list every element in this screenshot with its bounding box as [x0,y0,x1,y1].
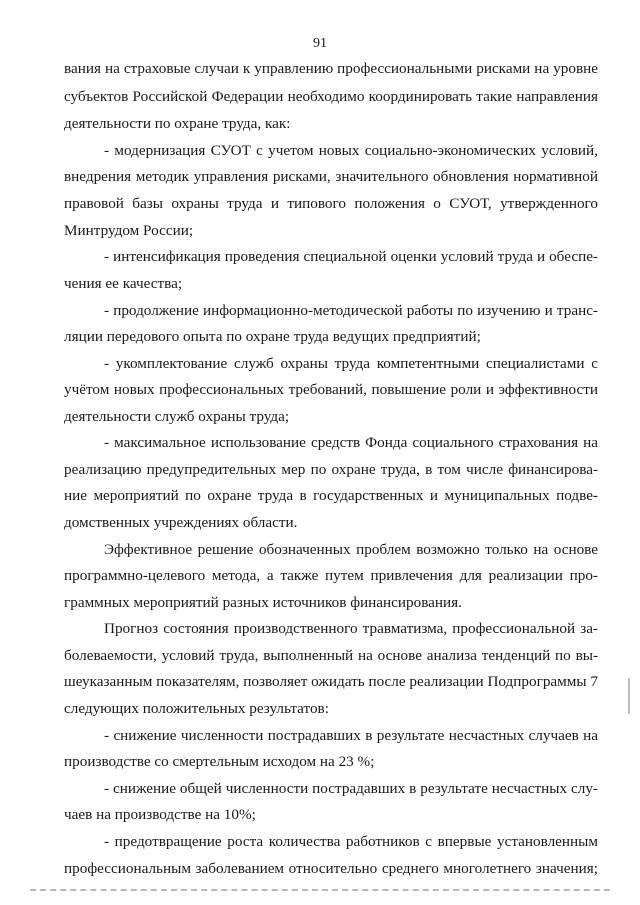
text-line: правовой базы охраны труда и типового положения о СУОТ, утвержденного [64,195,598,212]
text-line: шеуказанным показателям, позволяет ожидать после реализации Подпрограммы 7 [64,673,598,690]
text-line: Эффективное решение обозначенных проблем возможно только на основе [104,541,598,558]
text-line: внедрения методик управления рисками, значительного обновления нормативной [64,168,598,185]
text-line: - предотвращение роста количества работников с впервые установленным [104,833,598,850]
text-line: деятельности служб охраны труда; [64,408,290,425]
text-line: - продолжение информационно-методической работы по изучению и транс- [104,302,598,319]
text-line: - снижение общей численности пострадавших в результате несчастных слу- [104,780,598,797]
text-line: следующих положительных результатов: [64,700,329,717]
text-line: производстве со смертельным исходом на 23 %; [64,753,375,770]
text-line: чения ее качества; [64,275,183,292]
text-line: болеваемости, условий труда, выполненный на основе анализа тенденций по вы- [64,647,598,664]
text-line: - снижение численности пострадавших в результате несчастных случаев на [104,727,598,744]
scan-margin-mark [628,678,630,714]
text-line: Минтрудом России; [64,222,194,239]
text-line: - модернизация СУОТ с учетом новых социально-экономических условий, [104,142,598,159]
page-number: 91 [313,36,327,51]
text-line: - максимальное использование средств Фонда социального страхования на [104,434,598,451]
text-line: домственных учреждениях области. [64,514,298,531]
text-line: учётом новых профессиональных требований, повышение роли и эффективности [64,381,598,398]
text-line: ние мероприятий по охране труда в государственных и муниципальных подве- [64,487,598,504]
text-line: граммных мероприятий разных источников финансирования. [64,594,462,611]
text-line: вания на страховые случаи к управлению профессиональными рисками на уровне [64,60,598,77]
text-line: чаев на производстве на 10%; [64,806,256,823]
text-line: Прогноз состояния производственного травматизма, профессиональной за- [104,620,598,637]
text-line: профессиональным заболеванием относительно среднего многолетнего значения; [64,860,598,877]
text-line: - интенсификация проведения специальной оценки условий труда и обеспе- [104,248,598,265]
text-line: субъектов Российской Федерации необходимо координировать такие направления [64,88,598,105]
text-line: деятельности по охране труда, как: [64,115,291,132]
text-line: - укомплектование служб охраны труда компетентными специалистами с [104,355,598,372]
scan-bottom-edge [30,889,610,891]
text-line: реализацию предупредительных мер по охране труда, в том числе финансирова- [64,461,598,478]
text-line: ляции передового опыта по охране труда ведущих предприятий; [64,328,481,345]
text-line: программно-целевого метода, а также путем привлечения для реализации про- [64,567,598,584]
